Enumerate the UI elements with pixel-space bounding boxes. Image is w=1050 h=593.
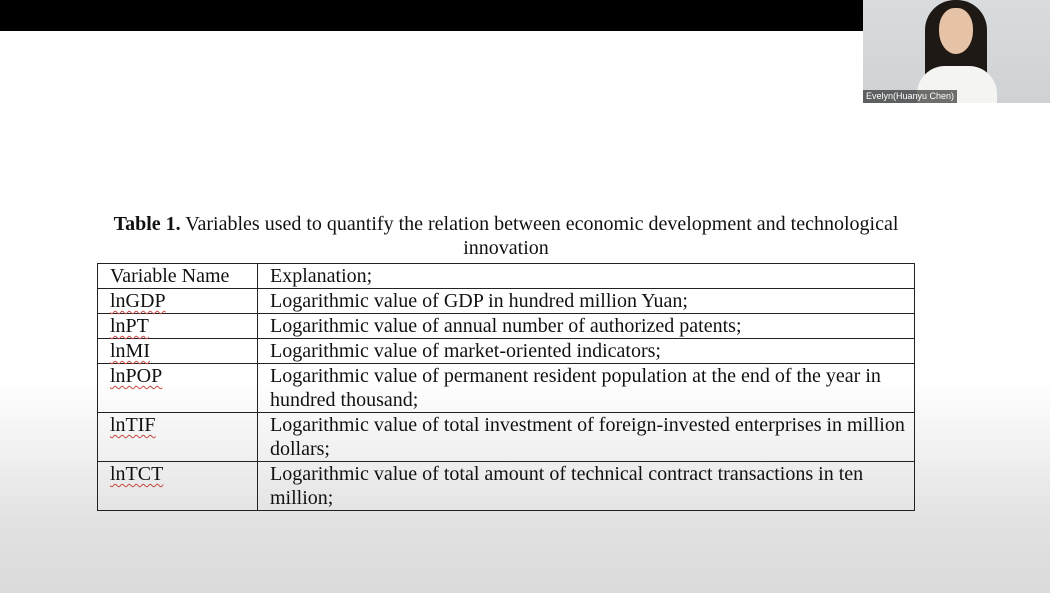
- variable-name-cell: [98, 339, 258, 364]
- table-caption-text: Variables used to quantify the relation between economic development and technological innovation: [180, 213, 899, 259]
- variables-table: [97, 263, 915, 511]
- header-explanation: Explanation;: [258, 264, 915, 289]
- table-row: [98, 339, 915, 364]
- table-row: [98, 462, 915, 511]
- variable-name-cell: [98, 314, 258, 339]
- variable-explanation: Logarithmic value of GDP in hundred million Yuan;: [258, 289, 915, 314]
- participant-name-tag: Evelyn(Huanyu Chen): [863, 90, 957, 103]
- variable-name: lnPOP: [110, 365, 163, 387]
- variable-explanation: Logarithmic value of market-oriented indicators;: [258, 339, 915, 364]
- participant-face: [939, 8, 973, 54]
- variable-name-cell: [98, 413, 258, 462]
- variable-explanation: Logarithmic value of permanent resident population at the end of the year in hundred thousand;: [258, 364, 915, 413]
- table-row: [98, 289, 915, 314]
- variable-name-cell: [98, 462, 258, 511]
- variable-name: lnTCT: [110, 463, 164, 485]
- table-caption: [97, 212, 915, 260]
- table-caption-label: Table 1.: [113, 213, 181, 235]
- table-row: [98, 413, 915, 462]
- variable-explanation: Logarithmic value of total investment of foreign-invested enterprises in million dollars;: [258, 413, 915, 462]
- variable-name: lnPT: [110, 315, 149, 337]
- variable-explanation: Logarithmic value of annual number of authorized patents;: [258, 314, 915, 339]
- header-variable-name: Variable Name: [98, 264, 258, 289]
- variable-name-cell: [98, 364, 258, 413]
- variable-name-cell: [98, 289, 258, 314]
- participant-video-tile[interactable]: [863, 0, 1050, 103]
- table-row: [98, 314, 915, 339]
- variable-name: lnGDP: [110, 290, 166, 312]
- table-row: [98, 364, 915, 413]
- variable-explanation: Logarithmic value of total amount of technical contract transactions in ten million;: [258, 462, 915, 511]
- variable-name: lnTIF: [110, 414, 156, 436]
- table-header-row: [98, 264, 915, 289]
- variable-name: lnMI: [110, 340, 150, 362]
